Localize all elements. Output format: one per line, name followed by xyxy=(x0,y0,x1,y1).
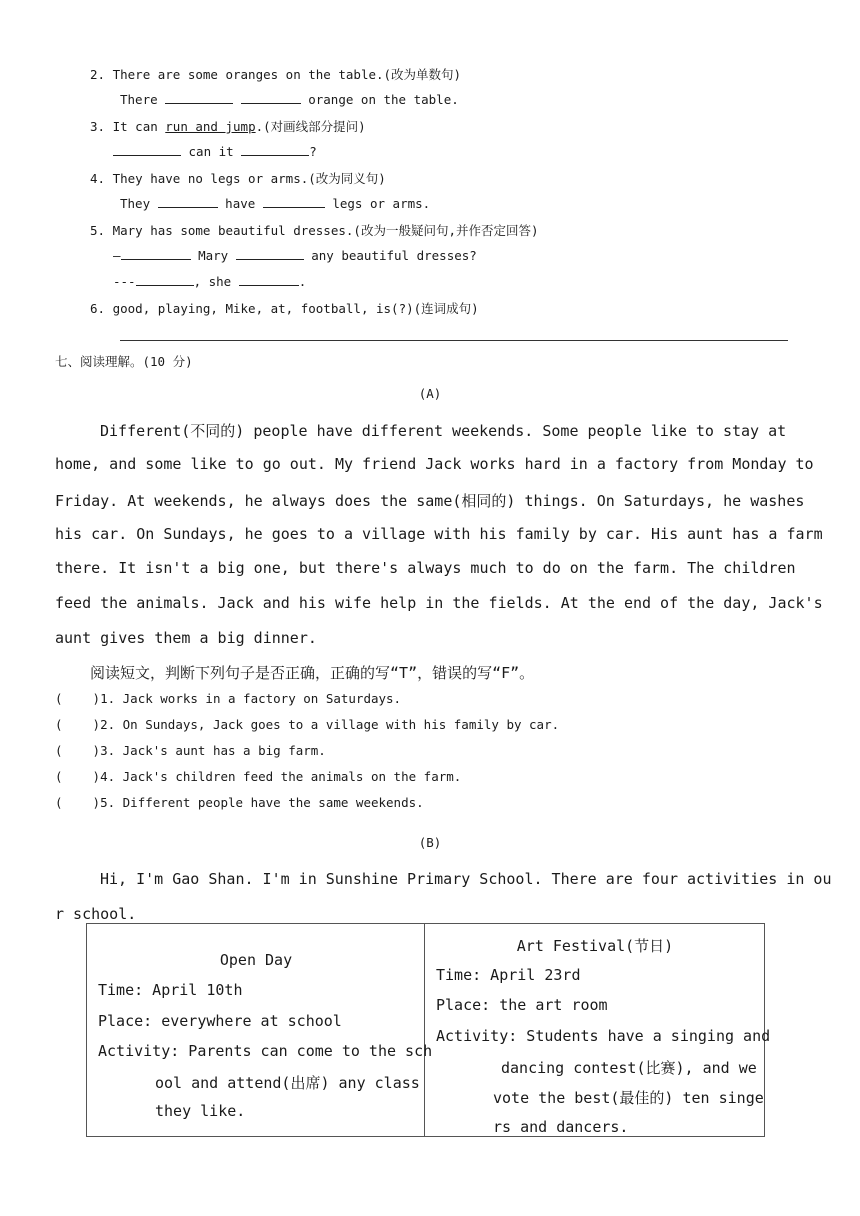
activity-title: Art Festival(节日) xyxy=(516,937,674,955)
passage-line: aunt gives them a big dinner. xyxy=(55,629,317,647)
question-number: 3. xyxy=(90,119,106,134)
question-6 xyxy=(90,299,479,317)
question-5 xyxy=(90,221,539,239)
answer-text: have xyxy=(225,196,256,211)
tf-statement: 2. On Sundays, Jack goes to a village with his family by car. xyxy=(100,717,560,732)
passage-b-label: (B) xyxy=(418,835,442,850)
tf-statement: 4. Jack's children feed the animals on the farm. xyxy=(100,769,462,784)
answer-blank[interactable] xyxy=(136,273,194,286)
activity-cell-open-day xyxy=(87,924,433,1137)
passage-line: his car. On Sundays, he goes to a village with his family by car. His aunt has a farm xyxy=(55,525,823,543)
answer-open-paren: ( xyxy=(55,743,63,758)
passage-a-label: (A) xyxy=(418,386,442,401)
question-text: They have no legs or arms.(改为同义句) xyxy=(112,171,386,186)
question-number: 5. xyxy=(90,223,106,238)
activity-description: rs and dancers. xyxy=(493,1118,629,1136)
question-number: 2. xyxy=(90,67,106,82)
answer-text: --- xyxy=(113,274,136,289)
passage-line: r school. xyxy=(55,905,137,923)
activity-cell-art-festival xyxy=(425,924,771,1137)
answer-blank[interactable] xyxy=(158,195,218,208)
answer-open-paren: ( xyxy=(55,769,63,784)
activity-description: dancing contest(比赛), and we xyxy=(501,1059,757,1077)
question-text: .(对画线部分提问) xyxy=(255,119,366,134)
activity-description: Activity: Parents can come to the sch xyxy=(98,1042,433,1060)
activity-place: Place: the art room xyxy=(436,996,608,1014)
answer-text: — xyxy=(113,248,121,263)
passage-line: Hi, I'm Gao Shan. I'm in Sunshine Primary School. There are four activities in ou xyxy=(100,870,832,888)
answer-text: orange on the table. xyxy=(308,92,459,107)
activity-title: Open Day xyxy=(219,951,293,969)
activity-description: vote the best(最佳的) ten singe xyxy=(493,1089,764,1107)
answer-open-paren: ( xyxy=(55,795,63,810)
passage-line: there. It isn't a big one, but there's always much to do on the farm. The children xyxy=(55,559,796,577)
tf-item: ( )3. Jack's aunt has a big farm. xyxy=(55,743,326,758)
activities-table xyxy=(86,923,771,1137)
question-text: It can xyxy=(112,119,166,134)
question-2 xyxy=(90,65,461,83)
question-number: 4. xyxy=(90,171,106,186)
activity-place: Place: everywhere at school xyxy=(98,1012,342,1030)
passage-line: home, and some like to go out. My friend Jack works hard in a factory from Monday to xyxy=(55,455,814,473)
question-text: There are some oranges on the table.(改为单数句) xyxy=(112,67,462,82)
activity-description: they like. xyxy=(155,1102,246,1120)
answer-text: There xyxy=(120,92,158,107)
activity-description: ool and attend(出席) any class xyxy=(155,1074,420,1092)
tf-item: ( )4. Jack's children feed the animals on the farm. xyxy=(55,769,462,784)
tf-statement: 5. Different people have the same weekends. xyxy=(100,795,424,810)
question-4-answer-line xyxy=(120,195,430,211)
answer-text: legs or arms. xyxy=(332,196,431,211)
underlined-phrase: run and jump xyxy=(165,119,256,134)
answer-blank[interactable] xyxy=(121,247,191,260)
passage-line: Different(不同的) people have different weekends. Some people like to stay at xyxy=(100,422,787,440)
activity-time: Time: April 10th xyxy=(98,981,243,999)
tf-item: ( )5. Different people have the same weekends. xyxy=(55,795,424,810)
question-5-answer-line-1 xyxy=(113,247,477,263)
answer-text: . xyxy=(298,274,307,289)
tf-statement: 1. Jack works in a factory on Saturdays. xyxy=(100,691,402,706)
answer-text: ? xyxy=(309,144,317,159)
activity-description: Activity: Students have a singing and xyxy=(436,1027,771,1045)
question-5-answer-line-2 xyxy=(113,273,306,289)
answer-text: any beautiful dresses? xyxy=(311,248,477,263)
question-4 xyxy=(90,169,386,187)
passage-line: Friday. At weekends, he always does the same(相同的) things. On Saturdays, he washes xyxy=(55,492,805,510)
passage-line: feed the animals. Jack and his wife help in the fields. At the end of the day, Jack's xyxy=(55,594,823,612)
answer-blank[interactable] xyxy=(165,91,233,104)
answer-blank[interactable] xyxy=(236,247,304,260)
section-heading: 七、阅读理解。(10 分) xyxy=(55,354,193,369)
answer-text: Mary xyxy=(198,248,229,263)
answer-blank[interactable] xyxy=(239,273,299,286)
answer-text: They xyxy=(120,196,151,211)
question-text: good, playing, Mike, at, football, is(?)(连词成句) xyxy=(112,301,479,316)
tf-item: ( )1. Jack works in a factory on Saturdays. xyxy=(55,691,402,706)
answer-blank[interactable] xyxy=(241,91,301,104)
answer-text: , she xyxy=(193,274,232,289)
activity-time: Time: April 23rd xyxy=(436,966,581,984)
tf-item: ( )2. On Sundays, Jack goes to a village with his family by car. xyxy=(55,717,560,732)
answer-open-paren: ( xyxy=(55,717,63,732)
tf-statement: 3. Jack's aunt has a big farm. xyxy=(100,743,326,758)
answer-blank[interactable] xyxy=(113,143,181,156)
question-3 xyxy=(90,117,366,135)
answer-text: can it xyxy=(188,144,234,159)
answer-blank[interactable] xyxy=(241,143,309,156)
instruction: 阅读短文，判断下列句子是否正确，正确的写“T”，错误的写“F”。 xyxy=(90,664,535,682)
answer-open-paren: ( xyxy=(55,691,63,706)
answer-rule[interactable] xyxy=(120,340,788,341)
question-2-answer-line xyxy=(120,91,459,107)
question-number: 6. xyxy=(90,301,106,316)
question-3-answer-line xyxy=(113,143,317,159)
question-text: Mary has some beautiful dresses.(改为一般疑问句,并作否定回答) xyxy=(112,223,539,238)
answer-blank[interactable] xyxy=(263,195,325,208)
